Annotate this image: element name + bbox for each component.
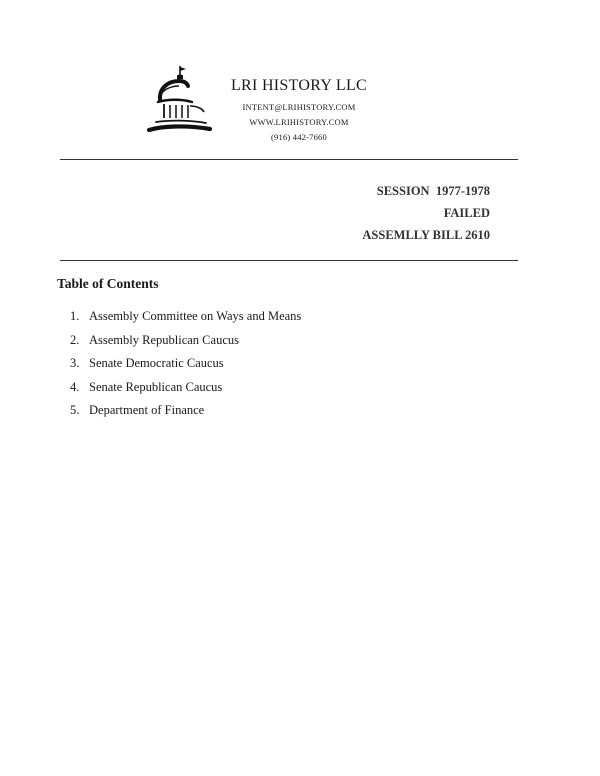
bill-info: [362, 180, 490, 246]
toc-item-number: 5.: [70, 403, 80, 417]
session-label: SESSION 1977-1978: [376, 184, 490, 198]
bill-status: FAILED: [443, 206, 490, 220]
bill-name: ASSEMLLY BILL 2610: [362, 228, 490, 242]
toc-item-number: 1.: [70, 309, 80, 323]
bottom-divider: [60, 260, 518, 261]
toc-item-label: Senate Democratic Caucus: [89, 356, 224, 370]
toc-item-label: Assembly Committee on Ways and Means: [89, 309, 302, 323]
toc-item: [70, 353, 301, 377]
toc-item-number: 3.: [70, 356, 80, 370]
toc-item-number: 2.: [70, 332, 80, 347]
toc-item-label: Assembly Republican Caucus: [89, 332, 239, 347]
company-name: LRI HISTORY LLC: [230, 77, 368, 94]
toc-item-label: Senate Republican Caucus: [89, 379, 223, 394]
company-email: INTENT@LRIHISTORY.COM: [242, 102, 356, 112]
top-divider: [60, 159, 518, 160]
toc-item: [70, 330, 301, 354]
company-info: [228, 76, 370, 145]
toc-item: [70, 400, 301, 424]
toc-item: [70, 377, 301, 401]
toc-list: [70, 306, 301, 424]
toc-item-number: 4.: [70, 379, 80, 394]
toc-title: Table of Contents: [57, 276, 159, 291]
capitol-dome-icon: [146, 64, 214, 138]
toc-item-label: Department of Finance: [89, 403, 205, 417]
company-website: WWW.LRIHISTORY.COM: [249, 117, 349, 127]
company-phone: (916) 442-7660: [271, 132, 327, 142]
toc-item: [70, 306, 301, 330]
